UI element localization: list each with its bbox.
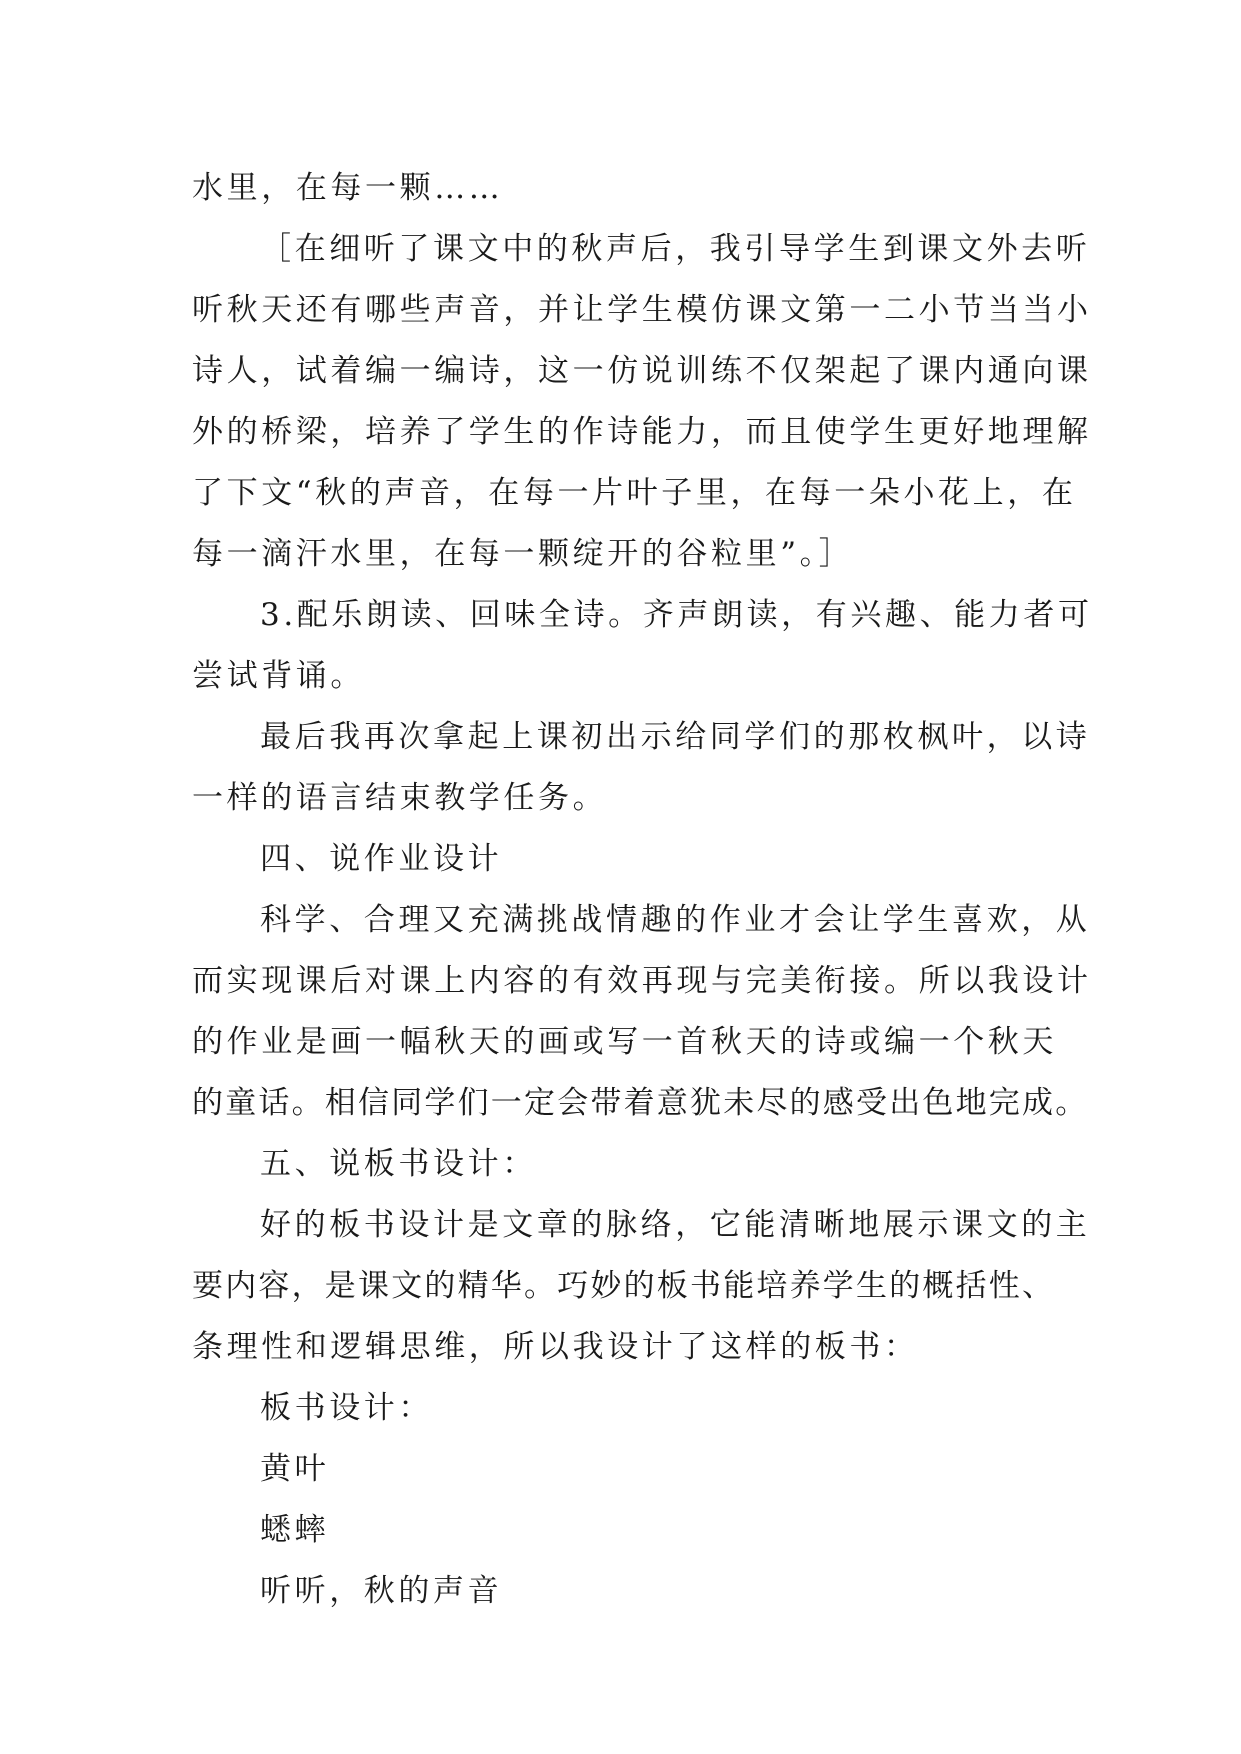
board-item-title: 听听，秋的声音 — [260, 1573, 503, 1609]
board-item-cricket: 蟋蟀 — [260, 1512, 330, 1548]
text-line: 科学、合理又充满挑战情趣的作业才会让学生喜欢，从 — [260, 902, 1091, 938]
board-item-yellow-leaf: 黄叶 — [260, 1451, 330, 1487]
text-line: 了下文“秋的声音，在每一片叶子里，在每一朵小花上，在 — [192, 475, 1077, 511]
heading-text: 四、说作业设计 — [260, 841, 503, 877]
text-line: 条理性和逻辑思维，所以我设计了这样的板书： — [192, 1329, 919, 1365]
heading-text: 五、说板书设计： — [260, 1146, 537, 1182]
paragraph-continuation — [192, 158, 1072, 219]
text-line: 最后我再次拿起上课初出示给同学们的那枚枫叶，以诗 — [260, 719, 1091, 755]
text-line: 3.配乐朗读、回味全诗。齐声朗读，有兴趣、能力者可 — [260, 597, 1093, 633]
paragraph-board — [192, 1195, 1091, 1378]
text-line: 每一滴汗水里，在每一颗绽开的谷粒里”。］ — [192, 536, 854, 572]
text-line: 诗人，试着编一编诗，这一仿说训练不仅架起了课内通向课 — [192, 353, 1092, 389]
section-heading-homework — [192, 829, 1072, 890]
text-line: 的童话。相信同学们一定会带着意犹未尽的感受出色地完成。 — [192, 1085, 1089, 1121]
board-design-title: 板书设计： — [260, 1390, 433, 1426]
text-line: 好的板书设计是文章的脉络，它能清晰地展示课文的主 — [260, 1207, 1091, 1243]
text-line: ［在细听了课文中的秋声后，我引导学生到课文外去听 — [260, 231, 1091, 267]
paragraph-commentary — [192, 219, 1092, 585]
section-heading-board — [192, 1134, 1072, 1195]
text-line: 外的桥梁，培养了学生的作诗能力，而且使学生更好地理解 — [192, 414, 1092, 450]
text-line: 的作业是画一幅秋天的画或写一首秋天的诗或编一个秋天 — [192, 1024, 1057, 1060]
text-line: 水里，在每一颗…… — [192, 170, 504, 206]
paragraph-closing — [192, 707, 1091, 829]
paragraph-homework — [192, 890, 1092, 1134]
text-line: 而实现课后对课上内容的有效再现与完美衔接。所以我设计 — [192, 963, 1092, 999]
text-line: 要内容，是课文的精华。巧妙的板书能培养学生的概括性、 — [192, 1268, 1056, 1304]
document-page — [192, 158, 1093, 1622]
text-line: 一样的语言结束教学任务。 — [192, 780, 608, 816]
text-line: 尝试背诵。 — [192, 658, 365, 694]
paragraph-step-3 — [192, 585, 1093, 707]
text-line: 听秋天还有哪些声音，并让学生模仿课文第一二小节当当小 — [192, 292, 1092, 328]
